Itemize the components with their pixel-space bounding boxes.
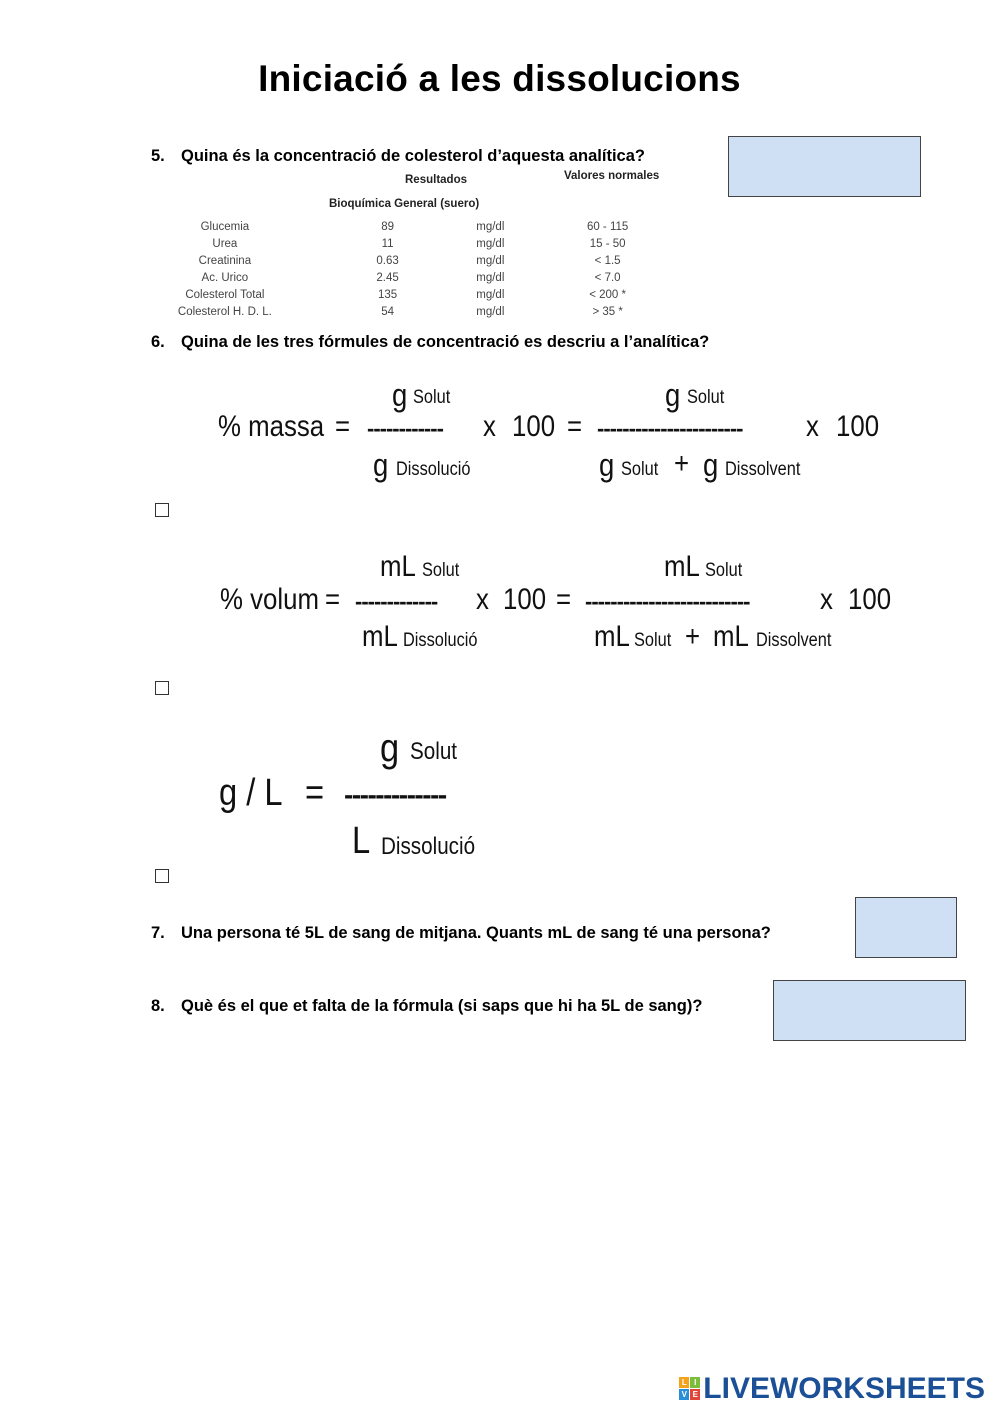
test-value: 54 bbox=[381, 305, 394, 318]
times-sign: x bbox=[806, 410, 819, 443]
equals-sign: = bbox=[325, 583, 341, 616]
denominator-sub: Dissolució bbox=[403, 630, 478, 651]
test-value: 135 bbox=[378, 288, 398, 301]
answer-box-q7[interactable] bbox=[855, 897, 957, 958]
equals-sign: = bbox=[567, 410, 583, 443]
test-name: Glucemia bbox=[200, 220, 250, 233]
logo-tile: L bbox=[679, 1377, 689, 1388]
formula-lhs: g / L bbox=[219, 772, 283, 814]
question-6 bbox=[151, 333, 709, 352]
checkbox-g-per-l[interactable] bbox=[155, 869, 169, 883]
numerator-sub: Solut bbox=[410, 738, 458, 765]
test-name: Urea bbox=[212, 237, 238, 250]
test-range: 60 - 115 bbox=[586, 220, 629, 233]
plus-sign: + bbox=[685, 620, 701, 653]
times-sign: x bbox=[820, 583, 833, 616]
header-valores-normales: Valores normales bbox=[564, 170, 660, 182]
answer-box-q5[interactable] bbox=[728, 136, 921, 197]
denominator-sub: Dissolvent bbox=[725, 459, 801, 480]
question-text: Què és el que et falta de la fórmula (si saps que hi ha 5L de sang)? bbox=[181, 997, 703, 1015]
test-range: < 200 * bbox=[589, 288, 627, 301]
formula-lhs: % volum bbox=[220, 583, 319, 616]
denominator-unit: g bbox=[373, 447, 389, 483]
hundred: 100 bbox=[848, 583, 892, 616]
table-row bbox=[150, 303, 710, 320]
answer-box-q8[interactable] bbox=[773, 980, 966, 1041]
test-value: 2.45 bbox=[376, 271, 399, 284]
numerator-unit: g bbox=[380, 726, 400, 770]
test-name: Creatinina bbox=[198, 254, 252, 267]
numerator-sub: Solut bbox=[413, 387, 451, 408]
logo-text: LIVEWORKSHEETS bbox=[703, 1372, 985, 1405]
question-number: 5. bbox=[151, 147, 165, 165]
test-unit: mg/dl bbox=[476, 288, 505, 301]
test-unit: mg/dl bbox=[476, 254, 505, 267]
table-row bbox=[150, 235, 710, 252]
numerator-unit: mL bbox=[664, 550, 700, 583]
denominator-sub: Solut bbox=[621, 459, 659, 480]
test-unit: mg/dl bbox=[476, 271, 505, 284]
hundred: 100 bbox=[503, 583, 547, 616]
table-row bbox=[150, 286, 710, 303]
test-range: 15 - 50 bbox=[589, 237, 626, 250]
test-range: < 7.0 bbox=[594, 271, 621, 284]
answer-input-q5[interactable] bbox=[729, 137, 920, 196]
liveworksheets-icon bbox=[679, 1377, 701, 1401]
plus-sign: + bbox=[674, 447, 690, 480]
times-sign: x bbox=[476, 583, 489, 616]
question-number: 7. bbox=[151, 924, 165, 942]
answer-input-q7[interactable] bbox=[856, 898, 956, 957]
table-row bbox=[150, 252, 710, 269]
lab-rows bbox=[150, 218, 710, 320]
hundred: 100 bbox=[836, 410, 880, 443]
table-row bbox=[150, 218, 710, 235]
fraction-bar: ------------- bbox=[344, 779, 446, 810]
question-text: Quina és la concentració de colesterol d’aquesta analítica? bbox=[181, 147, 645, 165]
denominator-sub: Dissolvent bbox=[756, 630, 832, 651]
equals-sign: = bbox=[556, 583, 572, 616]
test-range: > 35 * bbox=[592, 305, 623, 318]
times-sign: x bbox=[483, 410, 496, 443]
test-name: Colesterol Total bbox=[185, 288, 265, 301]
answer-input-q8[interactable] bbox=[774, 981, 965, 1040]
hundred: 100 bbox=[512, 410, 556, 443]
test-value: 89 bbox=[381, 220, 394, 233]
checkbox-massa[interactable] bbox=[155, 503, 169, 517]
test-range: < 1.5 bbox=[594, 254, 621, 267]
fraction-bar: -------------------------- bbox=[585, 589, 750, 614]
test-name: Colesterol H. D. L. bbox=[177, 305, 272, 318]
denominator-unit: g bbox=[703, 447, 719, 483]
page-title: Iniciació a les dissolucions bbox=[258, 58, 741, 99]
formula-lhs: % massa bbox=[218, 410, 325, 443]
logo-tile: V bbox=[679, 1389, 689, 1400]
question-number: 8. bbox=[151, 997, 165, 1015]
denominator-unit: g bbox=[599, 447, 615, 483]
fraction-bar: ------------ bbox=[367, 416, 443, 441]
denominator-unit: mL bbox=[713, 620, 749, 653]
lab-results-table bbox=[150, 168, 710, 326]
logo-tile: E bbox=[690, 1389, 700, 1400]
question-5 bbox=[151, 147, 645, 166]
denominator-unit: L bbox=[352, 820, 371, 862]
question-text: Una persona té 5L de sang de mitjana. Quants mL de sang té una persona? bbox=[181, 924, 771, 942]
checkbox-volum[interactable] bbox=[155, 681, 169, 695]
fraction-bar: ----------------------- bbox=[597, 416, 743, 441]
test-unit: mg/dl bbox=[476, 237, 505, 250]
numerator-unit: g bbox=[665, 377, 681, 413]
denominator-sub: Dissolució bbox=[381, 833, 476, 860]
numerator-sub: Solut bbox=[422, 560, 460, 581]
question-text: Quina de les tres fórmules de concentració es descriu a l’analítica? bbox=[181, 333, 710, 351]
liveworksheets-logo bbox=[679, 1372, 985, 1406]
denominator-unit: mL bbox=[594, 620, 630, 653]
equals-sign: = bbox=[335, 410, 351, 443]
question-8 bbox=[151, 997, 702, 1016]
table-row bbox=[150, 269, 710, 286]
numerator-sub: Solut bbox=[705, 560, 743, 581]
equals-sign: = bbox=[305, 772, 325, 814]
test-unit: mg/dl bbox=[476, 220, 505, 233]
question-7 bbox=[151, 924, 771, 943]
numerator-unit: mL bbox=[380, 550, 416, 583]
test-unit: mg/dl bbox=[476, 305, 505, 318]
test-value: 11 bbox=[381, 237, 394, 250]
header-resultados: Resultados bbox=[405, 174, 467, 186]
numerator-sub: Solut bbox=[687, 387, 725, 408]
fraction-bar: ------------- bbox=[355, 589, 438, 614]
logo-tile: I bbox=[690, 1377, 700, 1388]
image-crop-fade bbox=[150, 320, 710, 326]
question-number: 6. bbox=[151, 333, 165, 351]
section-title: Bioquímica General (suero) bbox=[329, 198, 480, 210]
denominator-sub: Solut bbox=[634, 630, 672, 651]
denominator-sub: Dissolució bbox=[396, 459, 471, 480]
numerator-unit: g bbox=[392, 377, 408, 413]
test-name: Ac. Urico bbox=[201, 271, 249, 284]
denominator-unit: mL bbox=[362, 620, 398, 653]
test-value: 0.63 bbox=[376, 254, 399, 267]
